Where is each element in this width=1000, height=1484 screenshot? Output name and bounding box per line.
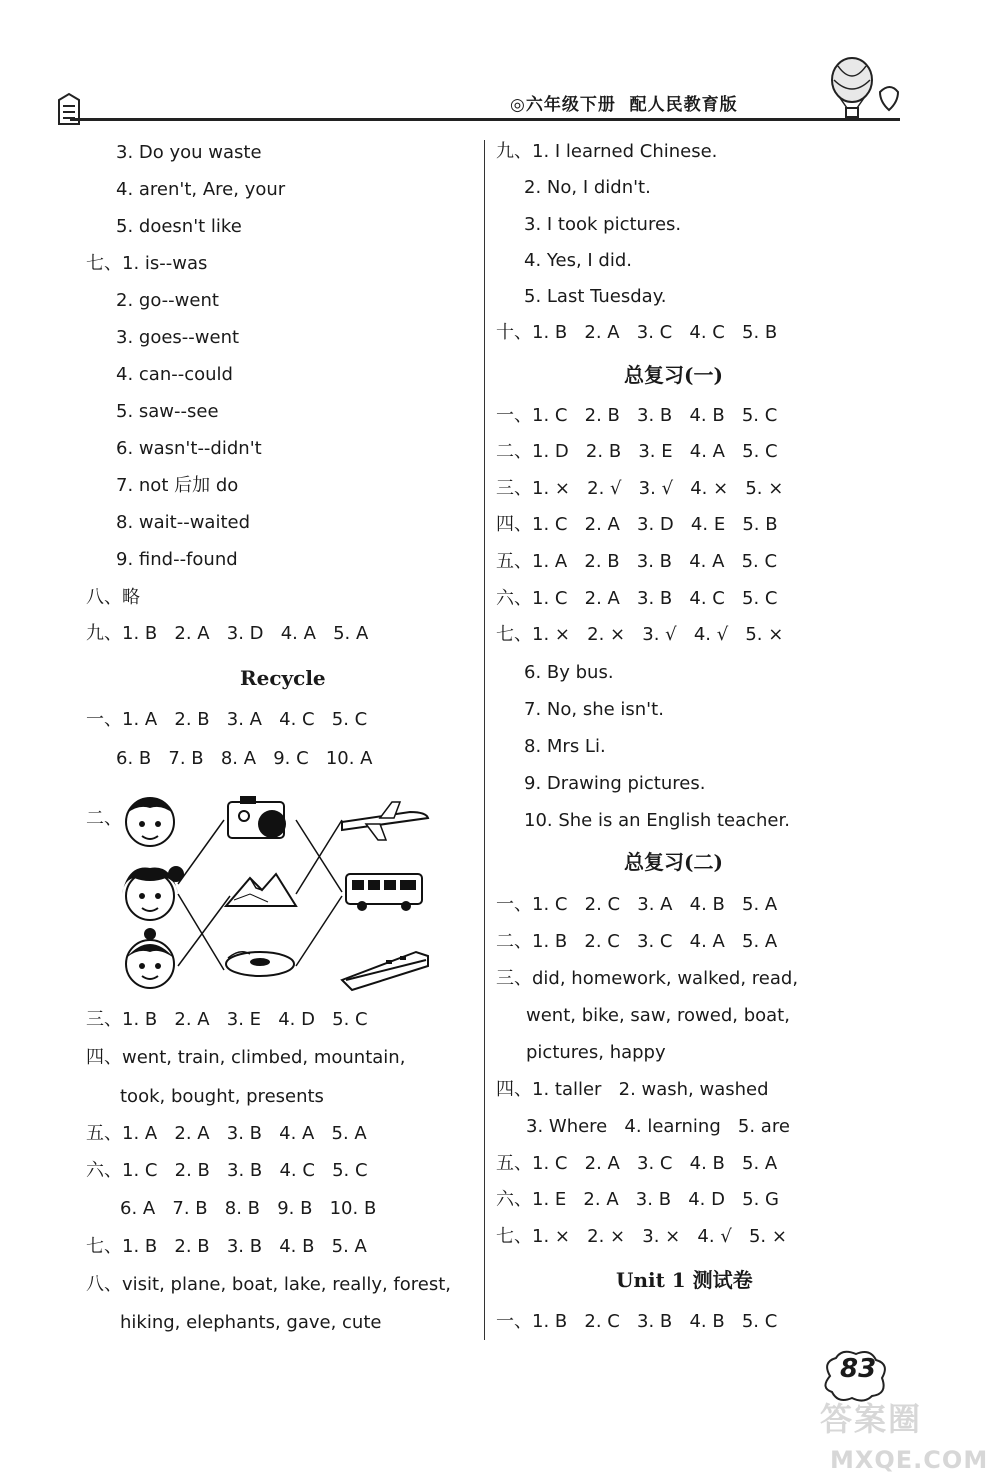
- answer-line: went, bike, saw, rowed, boat,: [526, 1005, 790, 1026]
- section-nine-line: 九、1. B 2. A 3. D 4. A 5. A: [86, 623, 369, 644]
- camera-icon: [228, 796, 286, 838]
- answer-line: 3. Do you waste: [116, 142, 262, 163]
- answer-line: 7. not 后加 do: [116, 475, 239, 496]
- answer-line: 五、1. A 2. B 3. B 4. A 5. C: [496, 551, 778, 572]
- answer-line: 一、1. B 2. C 3. B 4. B 5. C: [496, 1311, 778, 1332]
- answer-line: 八、visit, plane, boat, lake, really, forest,: [86, 1274, 452, 1295]
- section-seven-heading: 七、1. is--was: [86, 253, 208, 274]
- bus-icon: [346, 874, 422, 911]
- answer-line: 4. aren't, Are, your: [116, 179, 286, 200]
- answer-line: 3. goes--went: [116, 327, 240, 348]
- answer-line: 6. A 7. B 8. B 9. B 10. B: [120, 1198, 377, 1219]
- answer-line: took, bought, presents: [120, 1086, 324, 1107]
- answer-line: 4. Yes, I did.: [524, 250, 632, 271]
- answer-line: 二、1. B 2. C 3. C 4. A 5. A: [496, 931, 778, 952]
- recycle-heading: Recycle: [240, 666, 326, 690]
- page-number: 83: [840, 1354, 877, 1384]
- mountain-icon: [226, 874, 296, 906]
- answer-line: 四、1. taller 2. wash, washed: [496, 1079, 769, 1100]
- answer-line: 九、1. I learned Chinese.: [496, 141, 718, 162]
- answer-line: hiking, elephants, gave, cute: [120, 1312, 382, 1333]
- answer-line: 2. go--went: [116, 290, 219, 311]
- answer-line: 六、1. C 2. A 3. B 4. C 5. C: [496, 588, 778, 609]
- answer-line: 6. B 7. B 8. A 9. C 10. A: [116, 748, 373, 769]
- answer-line: 六、1. E 2. A 3. B 4. D 5. G: [496, 1189, 779, 1210]
- header-rule: [70, 118, 900, 121]
- answer-line: 三、1. B 2. A 3. E 4. D 5. C: [86, 1009, 368, 1030]
- watermark-logo: 答案圈: [820, 1400, 923, 1438]
- answer-line: 四、went, train, climbed, mountain,: [86, 1047, 406, 1068]
- section-eight-line: 八、略: [86, 587, 140, 608]
- answer-line: 六、1. C 2. B 3. B 4. C 5. C: [86, 1160, 368, 1181]
- answer-line: 5. Last Tuesday.: [524, 286, 667, 307]
- answer-line: 一、1. A 2. B 3. A 4. C 5. C: [86, 709, 368, 730]
- answer-line: 8. Mrs Li.: [524, 736, 606, 757]
- answer-line: 6. wasn't--didn't: [116, 438, 262, 459]
- lake-icon: [226, 952, 294, 976]
- answer-line: 五、1. A 2. A 3. B 4. A 5. A: [86, 1123, 367, 1144]
- answer-line: 一、1. C 2. C 3. A 4. B 5. A: [496, 894, 778, 915]
- answer-line: 五、1. C 2. A 3. C 4. B 5. A: [496, 1153, 778, 1174]
- answer-line: 三、1. × 2. √ 3. √ 4. × 5. ×: [496, 478, 784, 499]
- column-divider: [484, 140, 485, 1340]
- answer-line: 5. saw--see: [116, 401, 219, 422]
- answer-line: 4. can--could: [116, 364, 233, 385]
- review-two-heading: 总复习(二): [624, 850, 723, 874]
- answer-line: 6. By bus.: [524, 662, 614, 683]
- train-icon: [342, 952, 428, 990]
- child-face-icon: [126, 928, 174, 988]
- answer-line: 10. She is an English teacher.: [524, 810, 790, 831]
- answer-line: 七、1. × 2. × 3. × 4. √ 5. ×: [496, 1226, 787, 1247]
- book-title: ◎六年级下册 配人民教育版: [510, 95, 738, 115]
- plane-icon: [342, 802, 428, 840]
- answer-line: 9. find--found: [116, 549, 238, 570]
- answer-line: 9. Drawing pictures.: [524, 773, 706, 794]
- watermark-url: MXQE.COM: [830, 1446, 989, 1474]
- matching-exercise-illustration: [110, 784, 440, 998]
- section-two-label: 二、: [86, 808, 122, 829]
- hot-air-balloon-icon: [826, 56, 902, 130]
- answer-line: pictures, happy: [526, 1042, 666, 1063]
- answer-line: 2. No, I didn't.: [524, 177, 651, 198]
- answer-line: 十、1. B 2. A 3. C 4. C 5. B: [496, 322, 778, 343]
- answer-line: 二、1. D 2. B 3. E 4. A 5. C: [496, 441, 778, 462]
- answer-line: 三、did, homework, walked, read,: [496, 968, 799, 989]
- boy-face-icon: [126, 798, 174, 846]
- girl-face-icon: [122, 866, 184, 920]
- answer-line: 7. No, she isn't.: [524, 699, 664, 720]
- bookmark-icon: [56, 92, 82, 130]
- answer-line: 3. I took pictures.: [524, 214, 682, 235]
- review-one-heading: 总复习(一): [624, 363, 723, 387]
- answer-line: 四、1. C 2. A 3. D 4. E 5. B: [496, 514, 778, 535]
- unit-one-test-heading: Unit 1 测试卷: [616, 1268, 753, 1292]
- answer-line: 8. wait--waited: [116, 512, 251, 533]
- answer-line: 七、1. B 2. B 3. B 4. B 5. A: [86, 1236, 367, 1257]
- answer-line: 5. doesn't like: [116, 216, 242, 237]
- answer-line: 七、1. × 2. × 3. √ 4. √ 5. ×: [496, 624, 784, 645]
- answer-line: 3. Where 4. learning 5. are: [526, 1116, 790, 1137]
- answer-line: 一、1. C 2. B 3. B 4. B 5. C: [496, 405, 778, 426]
